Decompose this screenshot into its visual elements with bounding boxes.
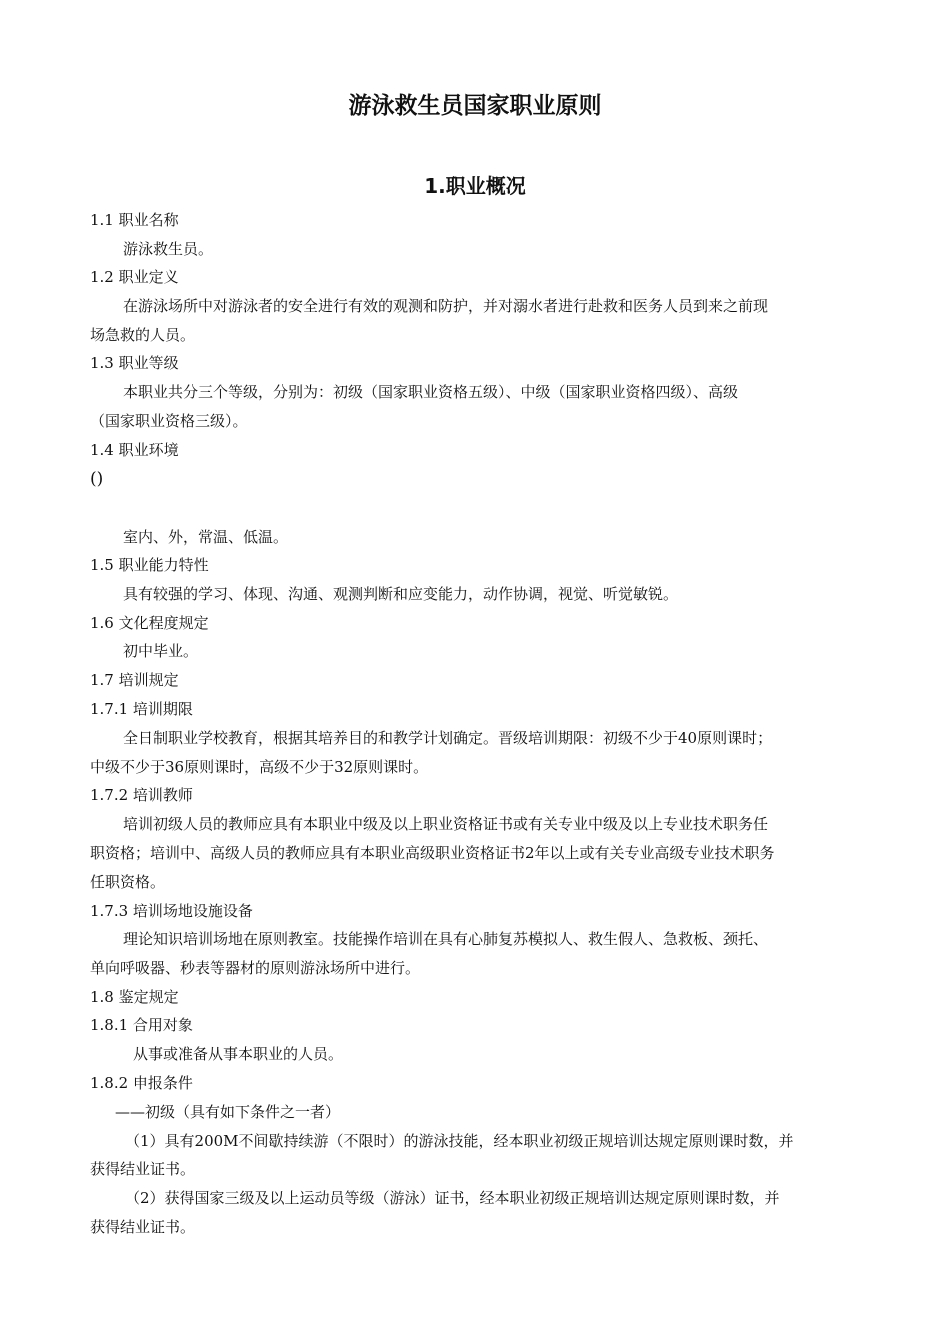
heading-1-3: 1.3 职业等级 [90, 354, 179, 372]
heading-1-7-1: 1.7.1 培训期限 [90, 700, 193, 718]
paragraph-line: （国家职业资格三级）。 [90, 412, 248, 430]
paragraph-line: 获得结业证书。 [90, 1160, 196, 1178]
paragraph-line: 室内、外，常温、低温。 [123, 528, 289, 546]
heading-1-5: 1.5 职业能力特性 [90, 556, 209, 574]
paragraph-line: 获得结业证书。 [90, 1218, 196, 1236]
paragraph-line: 全日制职业学校教育，根据其培养目的和教学计划确定。晋级培训期限：初级不少于40原则课时； [123, 729, 773, 747]
heading-1-8-1: 1.8.1 合用对象 [90, 1016, 193, 1034]
heading-1-7: 1.7 培训规定 [90, 671, 179, 689]
paragraph-line: 培训初级人员的教师应具有本职业中级及以上职业资格证书或有关专业中级及以上专业技术职务任 [123, 815, 769, 833]
heading-1-8-2: 1.8.2 申报条件 [90, 1074, 193, 1092]
paragraph-line: 理论知识培训场地在原则教室。技能操作培训在具有心肺复苏模拟人、救生假人、急救板、颈托、 [123, 930, 769, 948]
paragraph-line: 单向呼吸器、秒表等器材的原则游泳场所中进行。 [90, 959, 421, 977]
heading-1-2: 1.2 职业定义 [90, 268, 179, 286]
paragraph-line: 游泳救生员。 [123, 240, 214, 258]
heading-1-7-3: 1.7.3 培训场地设施设备 [90, 902, 253, 920]
paragraph-line: 本职业共分三个等级，分别为：初级（国家职业资格五级）、中级（国家职业资格四级）、高级 [123, 383, 739, 401]
level-subheading: ——初级（具有如下条件之一者） [115, 1103, 341, 1121]
paragraph-line: 具有较强的学习、体现、沟通、观测判断和应变能力，动作协调，视觉、听觉敏锐。 [123, 585, 679, 603]
heading-1-8: 1.8 鉴定规定 [90, 988, 179, 1006]
paragraph-line: （1）具有200M不间歇持续游（不限时）的游泳技能，经本职业初级正规培训达规定原则课时数，并 [125, 1132, 794, 1150]
parenthesis-mark: () [90, 469, 104, 489]
paragraph-line: 职资格；培训中、高级人员的教师应具有本职业高级职业资格证书2年以上或有关专业高级专业技术职务 [90, 844, 775, 862]
paragraph-line: 任职资格。 [90, 873, 166, 891]
paragraph-line: 初中毕业。 [123, 642, 199, 660]
paragraph-line: 从事或准备从事本职业的人员。 [133, 1045, 344, 1063]
document-title: 游泳救生员国家职业原则 [348, 93, 602, 119]
paragraph-line: （2）获得国家三级及以上运动员等级（游泳）证书，经本职业初级正规培训达规定原则课时数，并 [125, 1189, 780, 1207]
heading-1-1: 1.1 职业名称 [90, 211, 179, 229]
paragraph-line: 中级不少于36原则课时，高级不少于32原则课时。 [90, 758, 429, 776]
paragraph-line: 在游泳场所中对游泳者的安全进行有效的观测和防护，并对溺水者进行赴救和医务人员到来之前现 [123, 297, 769, 315]
heading-1-4: 1.4 职业环境 [90, 441, 179, 459]
heading-1-7-2: 1.7.2 培训教师 [90, 786, 193, 804]
heading-1-6: 1.6 文化程度规定 [90, 614, 209, 632]
section-title: 1.职业概况 [424, 174, 526, 198]
paragraph-line: 场急救的人员。 [90, 326, 196, 344]
